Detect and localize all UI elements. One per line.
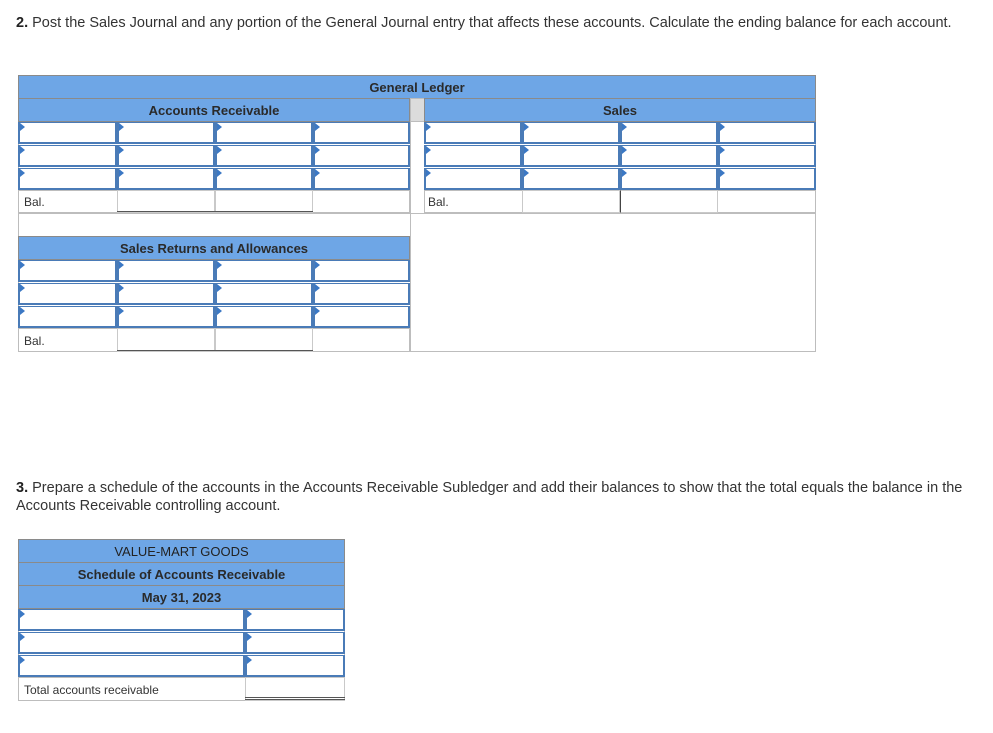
ar-debit-input-3[interactable] bbox=[117, 168, 215, 190]
sales-header: Sales bbox=[424, 98, 816, 122]
sales-bal-label: Bal. bbox=[428, 195, 449, 209]
sra-credit-input-3[interactable] bbox=[313, 306, 410, 328]
sales-date-input-2[interactable] bbox=[620, 122, 718, 144]
sra-bal-underline bbox=[117, 350, 313, 351]
schedule-company: VALUE-MART GOODS bbox=[18, 539, 345, 563]
schedule-amount-input-2[interactable] bbox=[245, 632, 345, 654]
schedule-total-underline-1 bbox=[245, 697, 345, 698]
question-2-body: Post the Sales Journal and any portion of the General Journal entry that affects these accounts. Calculate the ending balance for each account. bbox=[32, 15, 952, 31]
ar-debit-input-2[interactable] bbox=[117, 145, 215, 167]
schedule-amount-input-1[interactable] bbox=[245, 609, 345, 631]
schedule-total-label: Total accounts receivable bbox=[24, 683, 159, 697]
ar-date-input-2[interactable] bbox=[215, 122, 313, 144]
ledger-center-line bbox=[410, 122, 411, 352]
sales-date-input-1[interactable] bbox=[424, 122, 522, 144]
question-3-body: Prepare a schedule of the accounts in the Accounts Receivable Subledger and add their balances to show that the total equals the balance in the Accounts Receivable controlling account. bbox=[16, 480, 963, 514]
sales-date-input-5[interactable] bbox=[424, 168, 522, 190]
question-3-text bbox=[16, 479, 966, 515]
sra-date-input-4[interactable] bbox=[215, 283, 313, 305]
schedule-title: Schedule of Accounts Receivable bbox=[18, 562, 345, 586]
ar-bal-debit-input[interactable] bbox=[117, 190, 215, 213]
ar-date-input-3[interactable] bbox=[18, 145, 117, 167]
sra-date-input-1[interactable] bbox=[18, 260, 117, 282]
ar-bal-label: Bal. bbox=[24, 195, 45, 209]
sra-bal-label: Bal. bbox=[24, 334, 45, 348]
sra-debit-input-3[interactable] bbox=[117, 306, 215, 328]
ar-date-input-6[interactable] bbox=[215, 168, 313, 190]
sra-date-input-2[interactable] bbox=[215, 260, 313, 282]
schedule-amount-input-3[interactable] bbox=[245, 655, 345, 677]
sales-credit-input-1[interactable] bbox=[718, 122, 816, 144]
ar-debit-input-1[interactable] bbox=[117, 122, 215, 144]
sra-bal-debit-input[interactable] bbox=[117, 328, 215, 352]
schedule-customer-input-2[interactable] bbox=[18, 632, 245, 654]
ar-bal-underline bbox=[117, 211, 313, 212]
schedule-customer-input-3[interactable] bbox=[18, 655, 245, 677]
ar-credit-input-2[interactable] bbox=[313, 145, 410, 167]
ar-date-input-1[interactable] bbox=[18, 122, 117, 144]
schedule-total-underline-2 bbox=[245, 699, 345, 700]
ar-credit-input-3[interactable] bbox=[313, 168, 410, 190]
sra-credit-input-2[interactable] bbox=[313, 283, 410, 305]
sales-debit-input-2[interactable] bbox=[522, 145, 620, 167]
sra-credit-input-1[interactable] bbox=[313, 260, 410, 282]
sales-date-input-6[interactable] bbox=[620, 168, 718, 190]
general-ledger-title: General Ledger bbox=[18, 75, 816, 99]
sra-date-input-3[interactable] bbox=[18, 283, 117, 305]
schedule-date: May 31, 2023 bbox=[18, 585, 345, 609]
sra-date-input-5[interactable] bbox=[18, 306, 117, 328]
sales-bal-debit-input[interactable] bbox=[522, 190, 620, 213]
sra-date-input-6[interactable] bbox=[215, 306, 313, 328]
ledger-row-separator bbox=[18, 213, 816, 214]
question-3-number: 3. bbox=[16, 480, 29, 496]
sales-bal-credit-input[interactable] bbox=[620, 190, 718, 213]
sales-date-input-3[interactable] bbox=[424, 145, 522, 167]
sales-debit-input-1[interactable] bbox=[522, 122, 620, 144]
sales-debit-input-3[interactable] bbox=[522, 168, 620, 190]
sra-debit-input-2[interactable] bbox=[117, 283, 215, 305]
ar-date-input-4[interactable] bbox=[215, 145, 313, 167]
sales-credit-input-2[interactable] bbox=[718, 145, 816, 167]
schedule-customer-input-1[interactable] bbox=[18, 609, 245, 631]
ar-date-input-5[interactable] bbox=[18, 168, 117, 190]
ar-credit-input-1[interactable] bbox=[313, 122, 410, 144]
ar-bal-credit-input[interactable] bbox=[215, 190, 313, 213]
sales-credit-input-3[interactable] bbox=[718, 168, 816, 190]
accounts-receivable-header: Accounts Receivable bbox=[18, 98, 410, 122]
question-2-text bbox=[16, 14, 966, 32]
sra-bal-credit-input[interactable] bbox=[215, 328, 313, 352]
sra-debit-input-1[interactable] bbox=[117, 260, 215, 282]
sales-date-input-4[interactable] bbox=[620, 145, 718, 167]
ledger-divider bbox=[410, 98, 425, 122]
sales-returns-header: Sales Returns and Allowances bbox=[18, 236, 410, 260]
question-2-number: 2. bbox=[16, 15, 29, 31]
